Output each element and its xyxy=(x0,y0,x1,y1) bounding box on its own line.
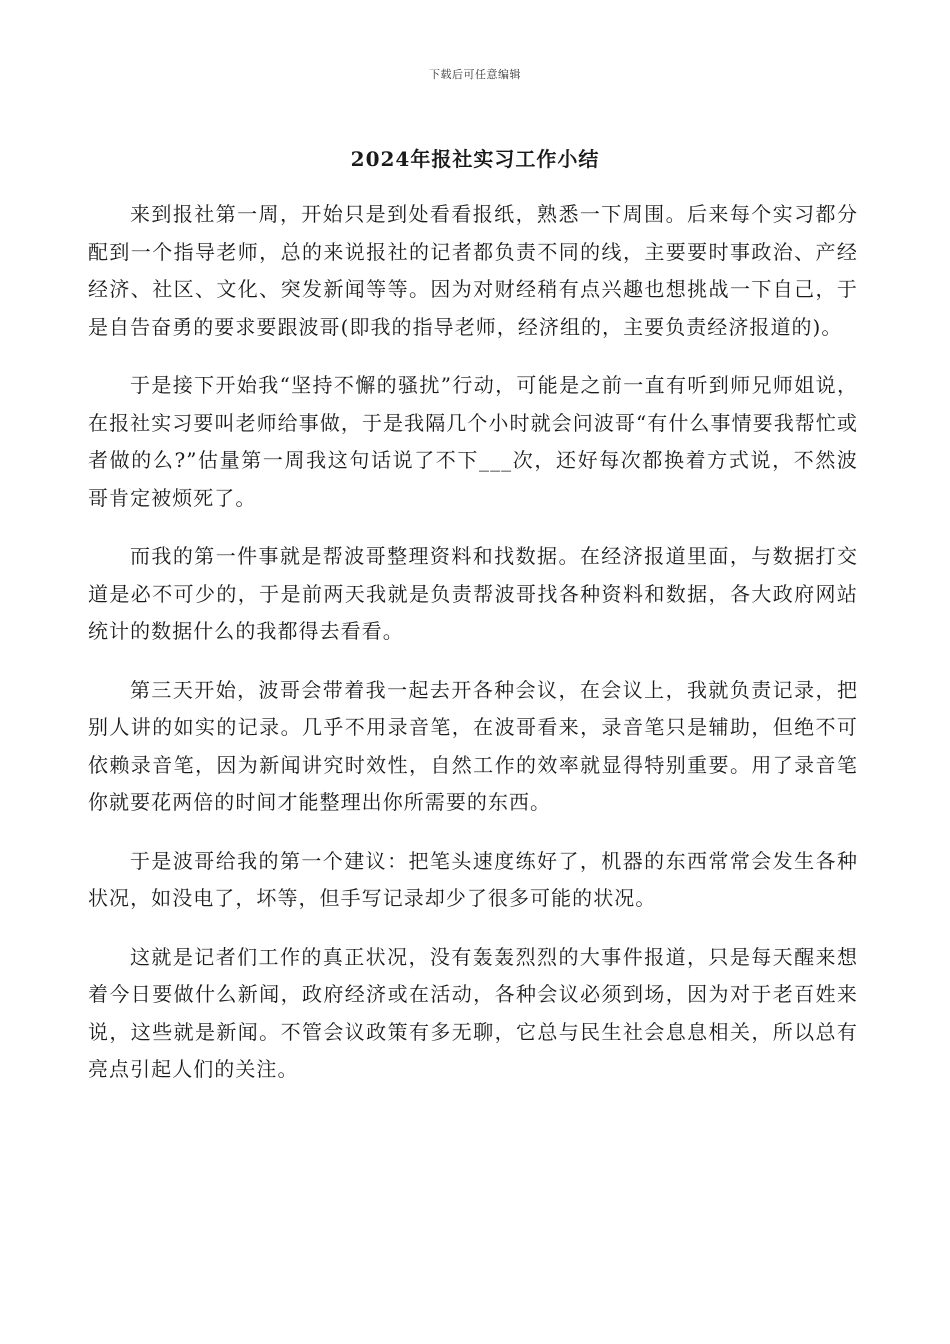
paragraph-4: 第三天开始，波哥会带着我一起去开各种会议，在会议上，我就负责记录，把别人讲的如实的记录。几乎不用录音笔，在波哥看来，录音笔只是辅助，但绝不可依赖录音笔，因为新闻讲究时效性，自然工作的效率就显得特别重要。用了录音笔你就要花两倍的时间才能整理出你所需要的东西。 xyxy=(88,677,858,814)
paragraph-5: 于是波哥给我的第一个建议：把笔头速度练好了，机器的东西常常会发生各种状况，如没电了，坏等，但手写记录却少了很多可能的状况。 xyxy=(88,848,858,910)
paragraph-3: 而我的第一件事就是帮波哥整理资料和找数据。在经济报道里面，与数据打交道是必不可少的，于是前两天我就是负责帮波哥找各种资料和数据，各大政府网站统计的数据什么的我都得去看看。 xyxy=(88,544,858,643)
paragraph-6: 这就是记者们工作的真正状况，没有轰轰烈烈的大事件报道，只是每天醒来想着今日要做什么新闻，政府经济或在活动，各种会议必须到场，因为对于老百姓来说，这些就是新闻。不管会议政策有多无聊，它总与民生社会息息相关，所以总有亮点引起人们的关注。 xyxy=(88,944,858,1081)
paragraph-2: 于是接下开始我“坚持不懈的骚扰”行动，可能是之前一直有听到师兄师姐说，在报社实习要叫老师给事做，于是我隔几个小时就会问波哥“有什么事情要我帮忙或者做的么?”估量第一周我这句话说了不下___次，还好每次都换着方式说，不然波哥肯定被烦死了。 xyxy=(88,373,858,510)
document-title: 2024年报社实习工作小结 xyxy=(350,147,600,171)
header-note: 下载后可任意编辑 xyxy=(429,68,521,81)
paragraph-1: 来到报社第一周，开始只是到处看看报纸，熟悉一下周围。后来每个实习都分配到一个指导老师，总的来说报社的记者都负责不同的线，主要要时事政治、产经经济、社区、文化、突发新闻等等。因为对财经稍有点兴趣也想挑战一下自己，于是自告奋勇的要求要跟波哥(即我的指导老师，经济组的，主要负责经济报道的)。 xyxy=(88,202,858,339)
document-body xyxy=(88,196,858,1110)
